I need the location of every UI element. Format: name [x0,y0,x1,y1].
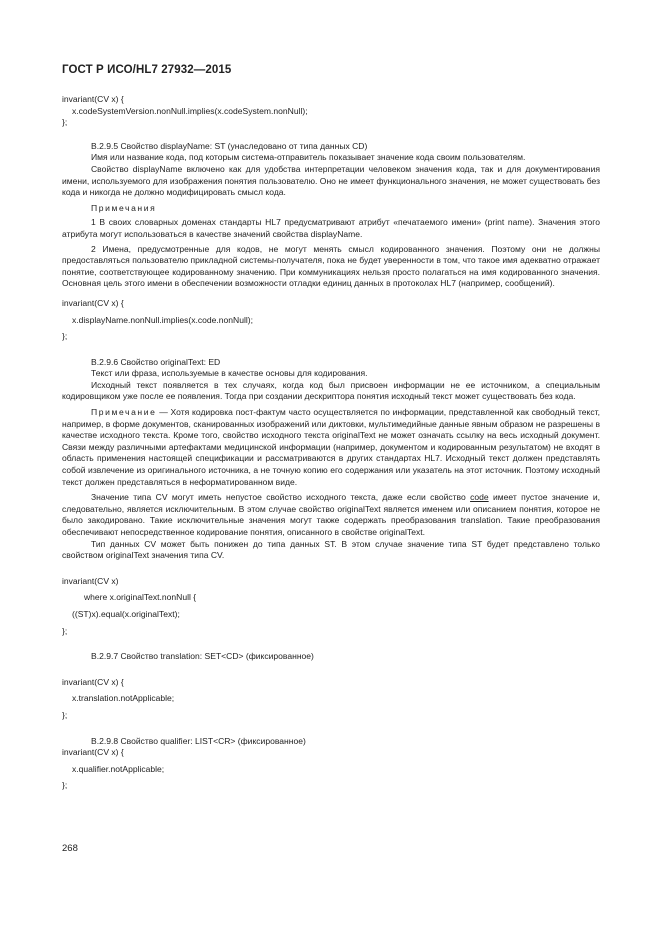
section-b298 [62,736,600,748]
note-paragraph: 2 Имена, предусмотренные для кодов, не могут менять смысл кодированного значения. Поэтому они не должны предоставляться пользователю прикладной системы-получателя, пока не будет уверенности в том, что такое имя адекватно отражает понятие, соответствующее кодированному значению. При коммуникациях нельзя просто полагаться на имя кодированного значения. Основная цель этого имени в обеспечении возможности отладки единиц данных в протоколах HL7 (например, сообщений). [62,243,600,289]
code-line: x.codeSystemVersion.nonNull.implies(x.codeSystem.nonNull); [72,105,308,116]
code-line: invariant(CV x) [62,575,119,586]
code-line: x.qualifier.notApplicable; [72,763,165,774]
code-line: invariant(CV x) { [62,297,124,308]
code-term: code [470,492,489,503]
paragraph [62,492,600,538]
paragraph-text: Значение типа CV могут иметь непустое свойство исходного текста, даже если свойство [91,492,471,503]
note-text: — Хотя кодировка пост-фактум часто осуществляется по информации, представленной как свободный текст, например, в форме документов, сканированных изображений или диктовки, мультимедийные данные явным образом не разрешены в качестве исходного текста. Кроме того, свойство исходного текста originalText не может означать ссылку на весь исходный документ. Связи между различными артефактами медицинской информации (например, документом и кодированным результатом) не входят в область применения настоящей спецификации и рассматриваются в других стандартах HL7. Исходный текст должен представлять собой извлечение из оригинального источника, а не точную копию его содержания или указатель на этот источник. Поэтому исходный текст должен представляться в неформатированном виде. [62,407,600,487]
paragraph: Текст или фраза, используемые в качестве основы для кодирования. [91,368,368,379]
code-block [62,94,600,129]
code-line: invariant(CV x) { [62,94,124,104]
section-heading: B.2.9.5 Свойство displayName: ST (унаследовано от типа данных CD) [91,140,368,151]
code-line: invariant(CV x) { [62,676,124,687]
section-heading: B.2.9.7 Свойство translation: SET<CD> (фиксированное) [91,651,314,662]
code-line: }; [62,117,68,128]
code-line: invariant(CV x) { [62,747,124,758]
code-line: }; [62,331,68,342]
section-heading: B.2.9.6 Свойство originalText: ED [91,356,221,367]
paragraph: Свойство displayName включено как для удобства интерпретации человеком значения кода, так и для документирования имени, используемого для изображения понятия пользователю. Оно не имеет функционального значения, не может существовать без кода и никогда не должно модифицировать смысл кода. [62,163,600,198]
code-block [62,576,600,637]
note-paragraph: 1 В своих словарных доменах стандарты HL7 предусматривают атрибут «печатаемого имени» (print name). Значения этого атрибута могут использоваться в качестве значений свойства displayName. [62,217,600,239]
page-header: ГОСТ Р ИСО/HL7 27932—2015 [62,64,232,76]
section-b295 [62,141,600,290]
code-block [62,298,600,343]
code-line: ((ST)x).equal(x.originalText); [72,608,180,619]
code-block [62,677,600,722]
code-line: x.displayName.nonNull.implies(x.code.nonNull); [72,314,253,325]
code-block [62,747,600,792]
paragraph-text: имеет пустое значение и, следовательно, является исключительным. В этом случае свойство originalText является именем или описанием понятия, которое не было закодировано. Такие исключительные значения могут также содержать преобразования translation. Такие преобразования обеспечивают непосредственное кодирование понятия, описанного в свойстве originalText. [62,492,600,537]
section-heading: B.2.9.8 Свойство qualifier: LIST<CR> (фиксированное) [91,735,306,746]
code-line: }; [62,709,68,720]
note-paragraph [62,407,600,488]
note-label: Примечание [91,407,157,418]
paragraph: Исходный текст появляется в тех случаях, когда код был присвоен информации не ее источником, а специальным кодировщиком уже после ее появления. Тогда при создании дескриптора понятия исходный текст может существовать без кода. [62,379,600,402]
section-b296 [62,357,600,562]
code-line: where x.originalText.nonNull { [84,592,197,603]
paragraph: Имя или название кода, под которым система-отправитель показывает значение кода своим пользователям. [91,152,526,163]
page-content [62,94,600,792]
code-line: }; [62,780,68,791]
paragraph: Тип данных CV может быть понижен до типа данных ST. В этом случае значение типа ST будет представлено только свойством originalText значения типа CV. [62,538,600,561]
code-line: x.translation.notApplicable; [72,693,175,704]
section-b297 [62,651,600,663]
page-number: 268 [62,843,78,854]
code-line: }; [62,625,68,636]
note-label: Примечания [91,202,157,213]
